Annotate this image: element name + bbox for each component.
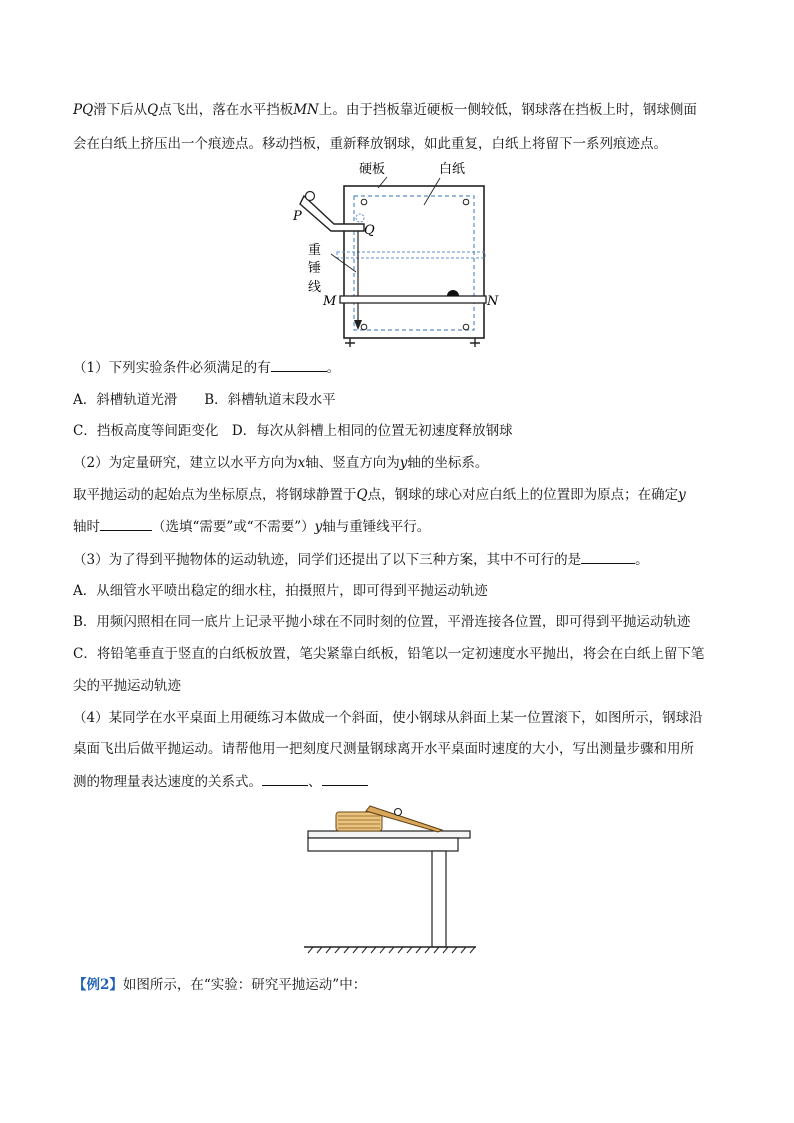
var-y: y (678, 487, 686, 503)
label-q: Q (364, 223, 375, 238)
var-x: x (297, 455, 306, 471)
q3-stem-end: 。 (635, 552, 649, 568)
q4-text: 测的物理量表达速度的关系式。 (73, 774, 262, 790)
pin-icon (361, 199, 367, 205)
answer-blank[interactable] (262, 771, 308, 786)
ground-hatching (308, 947, 475, 953)
label-m: M (323, 294, 337, 309)
q3-option-c-line1: C．将铅笔垂直于竖直的白纸板放置，笔尖紧靠白纸板，铅笔以一定初速度水平抛出，将会在白纸上留下笔 (73, 646, 705, 662)
q1-options-ab: A．斜槽轨道光滑 B．斜槽轨道末段水平 (73, 392, 336, 408)
label-q-inline: Q (356, 487, 368, 503)
apparatus-figure (290, 156, 500, 352)
label-p: P (293, 209, 302, 224)
label-paper: 白纸 (438, 162, 466, 177)
label-weight-3: 线 (308, 280, 322, 295)
table-leg (432, 851, 446, 947)
q2-text-c: 轴的坐标系。 (407, 455, 489, 471)
white-paper (354, 196, 474, 330)
board-foot (470, 338, 480, 347)
table-apron (308, 838, 458, 851)
q2-text-e: 点，钢球的球心对应白纸上的位置即为原点；在确定 (367, 487, 679, 503)
q1-stem (73, 357, 340, 378)
intro-text-b: 点飞出，落在水平挡板 (158, 102, 294, 118)
baffle-mn (340, 296, 486, 303)
baffle-dashed-position (337, 252, 485, 258)
intro-text-a: 滑下后从 (93, 102, 148, 118)
q3-option-a: A．从细管水平喷出稳定的细水柱，拍摄照片，即可得到平抛运动轨迹 (73, 583, 488, 599)
q2-line-3 (73, 516, 430, 537)
book-stack (336, 812, 382, 831)
label-weight-2: 锤 (308, 261, 322, 276)
label-weight-1: 重 (308, 243, 322, 258)
q2-text-h: 轴与重锤线平行。 (322, 519, 431, 535)
var-y: y (314, 519, 323, 535)
landed-ball (447, 290, 459, 296)
q4-line-3 (73, 771, 368, 792)
q4-line-2: 桌面飞出后做平抛运动。请帮他用一把刻度尺测量钢球离开水平桌面时速度的大小，写出测量步骤和用所 (73, 741, 694, 757)
answer-blank[interactable] (581, 549, 635, 564)
q2-text-d: 取平抛运动的起始点为坐标原点，将钢球静置于 (73, 487, 357, 503)
q2-text-g: （选填“需要”或“不需要”） (152, 519, 315, 535)
pin-icon (463, 324, 469, 330)
example-tag: 【例2】 (73, 977, 123, 993)
hard-board (344, 186, 484, 338)
board-foot (345, 338, 355, 347)
q2-text-a: （2）为定量研究，建立以水平方向为 (73, 455, 298, 471)
exit-point-q (356, 214, 364, 222)
var-y: y (399, 455, 408, 471)
answer-blank[interactable] (322, 771, 368, 786)
plumb-arrow-icon (354, 320, 362, 330)
answer-blank[interactable] (100, 516, 152, 531)
label-board: 硬板 (358, 162, 386, 177)
tabletop (308, 831, 470, 838)
answer-blank[interactable] (271, 357, 327, 372)
q1-stem-end: 。 (326, 360, 341, 376)
q1-stem-text: （1）下列实验条件必须满足的有 (73, 360, 271, 376)
table-ramp-figure (300, 800, 480, 958)
q2-line-2 (73, 485, 686, 505)
q3-stem-text: （3）为了得到平抛物体的运动轨迹，同学们还提出了以下三种方案，其中不可行的是 (73, 552, 582, 568)
pin-icon (463, 199, 469, 205)
q2-text-f: 轴时 (73, 519, 100, 535)
intro-text-c: 上。由于挡板靠近硬板一侧较低，钢球落在挡板上时，钢球侧面 (318, 102, 697, 118)
example-text: 如图所示，在“实验：研究平抛运动”中： (122, 977, 367, 993)
q3-option-c-line2: 尖的平抛运动轨迹 (73, 678, 181, 694)
intro-line-2: 会在白纸上挤压出一个痕迹点。移动挡板，重新释放钢球，如此重复，白纸上将留下一系列痕迹点。 (73, 136, 667, 152)
leader-line-paper (424, 178, 440, 205)
steel-ball (395, 809, 402, 816)
steel-ball-on-chute (306, 192, 315, 201)
example2-line (73, 975, 366, 995)
q2-text-b: 轴、竖直方向为 (305, 455, 400, 471)
label-n: N (487, 294, 499, 309)
label-pq: PQ (73, 102, 94, 118)
label-q-inline: Q (147, 102, 159, 118)
pin-icon (361, 324, 367, 330)
q4-separator: 、 (308, 774, 322, 790)
q4-line-1: （4）某同学在水平桌面上用硬练习本做成一个斜面，使小钢球从斜面上某一位置滚下，如图所示，钢球沿 (73, 710, 703, 726)
q1-options-cd: C．挡板高度等间距变化 D．每次从斜槽上相同的位置无初速度释放钢球 (73, 423, 513, 439)
q2-line-1 (73, 453, 488, 473)
intro-line-1 (73, 100, 697, 120)
q3-stem (73, 549, 649, 570)
label-mn-inline: MN (293, 102, 319, 118)
q3-option-b: B．用频闪照相在同一底片上记录平抛小球在不同时刻的位置，平滑连接各位置，即可得到平抛运动轨迹 (73, 614, 691, 630)
